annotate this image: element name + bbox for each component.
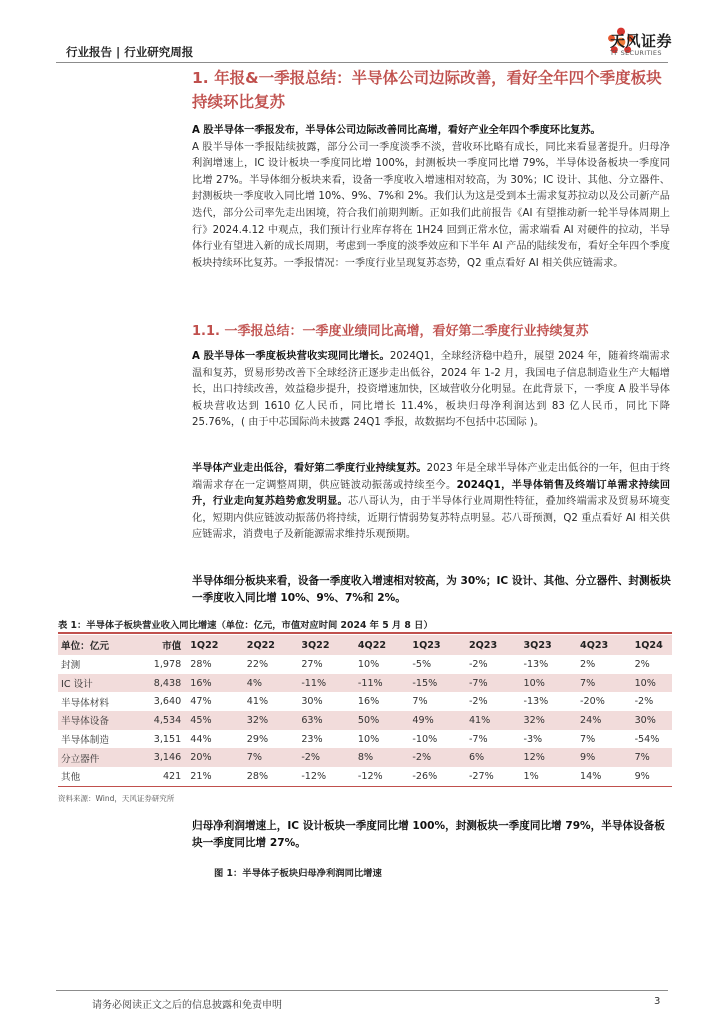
- table-top-rule: [58, 632, 672, 634]
- paragraph-emphasis: 2024Q1，半导体销售及终端订单需求持续回升，行业走向复苏趋势愈发明显。: [192, 479, 671, 508]
- table-row: [58, 767, 672, 786]
- table-cell: 24%: [577, 711, 632, 730]
- table-cell: -15%: [409, 674, 466, 693]
- table-cell: 23%: [301, 733, 323, 745]
- table-cell: -13%: [523, 696, 549, 708]
- paragraph-body: 2024Q1，全球经济稳中趋升，展望 2024 年，随着终端需求温和复苏，贸易形势改善下全球经济正逐步走出低谷，2024 年 1-2 月，我国电子信息制造业生产大幅增长，出口持续改善，效益稳步提升，投资增速加快，区域营收分化明显。在此背景下，一季度 A 股半导体板块营收达到 1610 亿人民币，同比增长 11.4%，板块归母净利润达到 83 亿人民币，同比下降 25.76%，( 由于中芯国际尚未披露 24Q1 季报，故数据均不包括中芯国际 )。: [192, 351, 670, 429]
- table-cell: 分立器件: [58, 748, 133, 767]
- table-cell: 8%: [355, 748, 410, 767]
- table-cell: 28%: [246, 770, 269, 782]
- table-cell: 1,978: [153, 658, 182, 670]
- column-header: 单位：亿元: [58, 635, 133, 655]
- paragraph-body: A 股半导体一季报陆续披露，部分公司一季度淡季不淡，营收环比略有成长，同比来看显著提升。归母净利润增速上，IC 设计板块一季度同比增 100%，封测板块一季度同比增 79%，半导体设备板块一季度同比增 27%。半导体细分板块来看，设备一季度收入增速相对较高，为 30%；IC 设计、其他、分立器件、封测板块一季度收入同比增 10%、9%、7%和 2%。我们认为这是受到本土需求复苏拉动以及公司新产品迭代，部分公司率先走出困境，符合我们前期判断。正如我们此前报告《AI 有望推动新一轮半导体周期上行》2024.4.12 中观点，我们预计行业库存将在 1H24 回到正常水位，需求端看 AI 对硬件的拉动，半导体行业有望进入新的成长周期，考虑到一季度的淡季效应和下半年 AI 产品的陆续发布，看好全年四个季度板块持续环比复苏。一季报情况：一季度行业呈现复苏态势，Q2 重点看好 AI 相关供应链需求。: [192, 141, 670, 269]
- table-cell: 9%: [634, 770, 650, 782]
- table-cell: 32%: [520, 711, 577, 730]
- column-header: 4Q23: [577, 635, 632, 655]
- report-type-label: 行业报告 | 行业研究周报: [66, 45, 194, 59]
- table-cell: -10%: [412, 733, 438, 745]
- table-cell: 3,146: [133, 748, 188, 767]
- footer-divider: [56, 990, 668, 991]
- table-cell: 2%: [634, 658, 650, 670]
- table-cell: 22%: [246, 658, 269, 670]
- paragraph-body: 2023 年是全球半导体产业走出低谷的一年，但由于终端需求存在一定调整周期，供应链波动振荡或持续至今。: [192, 463, 671, 491]
- paragraph-lead: A 股半导体一季度板块营收实现同比增长。: [192, 351, 390, 362]
- section-1-paragraph: [192, 123, 670, 272]
- column-header: 1Q22: [187, 635, 244, 655]
- table-cell: 9%: [577, 748, 632, 767]
- table-cell: 其他: [61, 772, 81, 784]
- table-cell: 7%: [632, 748, 672, 767]
- table-cell: -26%: [412, 770, 438, 782]
- table-cell: -12%: [301, 770, 327, 782]
- table-cell: -2%: [468, 658, 488, 670]
- table-header-row: [58, 635, 672, 655]
- table-cell: -2%: [634, 696, 654, 708]
- section-1-1-heading: 1.1. 一季报总结：一季度业绩同比高增，看好第二季度行业持续复苏: [192, 324, 589, 339]
- header-divider: [56, 62, 668, 63]
- table-cell: -7%: [466, 674, 521, 693]
- table-cell: 4,534: [133, 711, 188, 730]
- table-cell: -7%: [468, 733, 488, 745]
- brand-name: 天风证券: [610, 32, 673, 50]
- table-cell: 半导体材料: [61, 697, 109, 709]
- table-row: [58, 730, 672, 749]
- section-1-heading: 1. 年报&一季报总结：半导体公司边际改善，看好全年四个季度板块持续环比复苏: [192, 69, 662, 111]
- table-cell: 7%: [580, 733, 596, 745]
- table-cell: 封测: [61, 660, 81, 672]
- footer-disclaimer: 请务必阅读正文之后的信息披露和免责申明: [92, 1000, 282, 1011]
- table-cell: 12%: [520, 748, 577, 767]
- column-header: 市值: [133, 635, 188, 655]
- table-cell: 7%: [577, 674, 632, 693]
- page-number: 3: [654, 996, 661, 1007]
- table-cell: -20%: [580, 696, 605, 708]
- table-cell: 16%: [357, 696, 380, 708]
- brand-sub: TF SECURITIES: [610, 49, 662, 57]
- table-bottom-rule: [58, 786, 672, 787]
- table-cell: -54%: [634, 733, 660, 745]
- paragraph-lead: A 股半导体一季报发布，半导体公司边际改善同比高增，看好产业全年四个季度环比复苏。: [192, 125, 601, 136]
- table-cell: 半导体设备: [58, 711, 133, 730]
- table-cell: -3%: [523, 733, 543, 745]
- table-cell: 半导体制造: [61, 735, 109, 747]
- column-header: 1Q24: [632, 635, 672, 655]
- table-row: [58, 711, 672, 730]
- table-cell: 47%: [190, 696, 212, 708]
- table-cell: 7%: [244, 748, 299, 767]
- paragraph-body-2: 芯八哥认为，由于半导体行业周期性特征，叠加终端需求及贸易环境变化，短期内供应链波动振荡仍将持续，近期行情弱势复苏特点明显。芯八哥预测，Q2 重点看好 AI 相关供应链需求，消费电子及新能源需求维持乐观预期。: [192, 496, 670, 541]
- table-cell: -13%: [523, 658, 549, 670]
- table-cell: 10%: [632, 674, 672, 693]
- column-header: 3Q22: [298, 635, 355, 655]
- table-cell: -27%: [468, 770, 494, 782]
- table-cell: 29%: [246, 733, 269, 745]
- table-cell: 44%: [190, 733, 212, 745]
- column-header: 2Q23: [466, 635, 521, 655]
- table-cell: 4%: [244, 674, 299, 693]
- table-cell: 8,438: [133, 674, 188, 693]
- table-cell: IC 设计: [58, 674, 133, 693]
- table-cell: -11%: [355, 674, 410, 693]
- column-header: 1Q23: [409, 635, 466, 655]
- table-cell: 16%: [187, 674, 244, 693]
- table-cell: 63%: [298, 711, 355, 730]
- paragraph-lead: 半导体产业走出低谷，看好第二季度行业持续复苏。: [192, 463, 427, 474]
- table-row: [58, 748, 672, 767]
- table-cell: 10%: [357, 733, 380, 745]
- table-source: 资料来源：Wind，天风证券研究所: [58, 794, 175, 803]
- table-cell: 27%: [301, 658, 323, 670]
- table-cell: 28%: [190, 658, 212, 670]
- table-cell: 21%: [190, 770, 212, 782]
- column-header: 4Q22: [355, 635, 410, 655]
- table-cell: 50%: [355, 711, 410, 730]
- table-row: [58, 692, 672, 711]
- table-cell: 10%: [520, 674, 577, 693]
- table-cell: 7%: [412, 696, 428, 708]
- table-cell: 30%: [632, 711, 672, 730]
- table-cell: -11%: [298, 674, 355, 693]
- table-cell: 41%: [246, 696, 269, 708]
- figure-caption: 图 1：半导体子板块归母净利润同比增速: [214, 868, 382, 879]
- table-cell: 3,640: [153, 696, 182, 708]
- table-cell: 421: [162, 770, 182, 782]
- table-cell: 41%: [466, 711, 521, 730]
- column-header: 3Q23: [520, 635, 577, 655]
- segment-summary: 半导体细分板块来看，设备一季度收入增速相对较高，为 30%；IC 设计、其他、分立器件、封测板块一季度收入同比增 10%、9%、7%和 2%。: [192, 575, 671, 604]
- table-cell: 6%: [466, 748, 521, 767]
- table-cell: -2%: [468, 696, 488, 708]
- table-cell: 1%: [523, 770, 539, 782]
- table-cell: 20%: [187, 748, 244, 767]
- table-cell: 32%: [244, 711, 299, 730]
- table-cell: -2%: [298, 748, 355, 767]
- table-cell: -2%: [409, 748, 466, 767]
- section-1-1-paragraph-2: [192, 461, 670, 544]
- table-cell: 2%: [580, 658, 596, 670]
- revenue-growth-table: [58, 635, 672, 786]
- section-1-1-paragraph-1: [192, 349, 670, 432]
- table-cell: 10%: [357, 658, 380, 670]
- table-row: [58, 655, 672, 674]
- table-row: [58, 674, 672, 693]
- table-cell: -12%: [357, 770, 383, 782]
- table-cell: -5%: [412, 658, 432, 670]
- table-caption: 表 1：半导体子板块营业收入同比增速（单位：亿元，市值对应时间 2024 年 5 月 8 日）: [58, 620, 433, 631]
- table-cell: 3,151: [153, 733, 182, 745]
- column-header: 2Q22: [244, 635, 299, 655]
- table-cell: 45%: [187, 711, 244, 730]
- profit-summary: 归母净利润增速上，IC 设计板块一季度同比增 100%，封测板块一季度同比增 79%，半导体设备板块一季度同比增 27%。: [192, 820, 665, 849]
- table-cell: 30%: [301, 696, 323, 708]
- table-cell: 14%: [580, 770, 602, 782]
- table-cell: 49%: [409, 711, 466, 730]
